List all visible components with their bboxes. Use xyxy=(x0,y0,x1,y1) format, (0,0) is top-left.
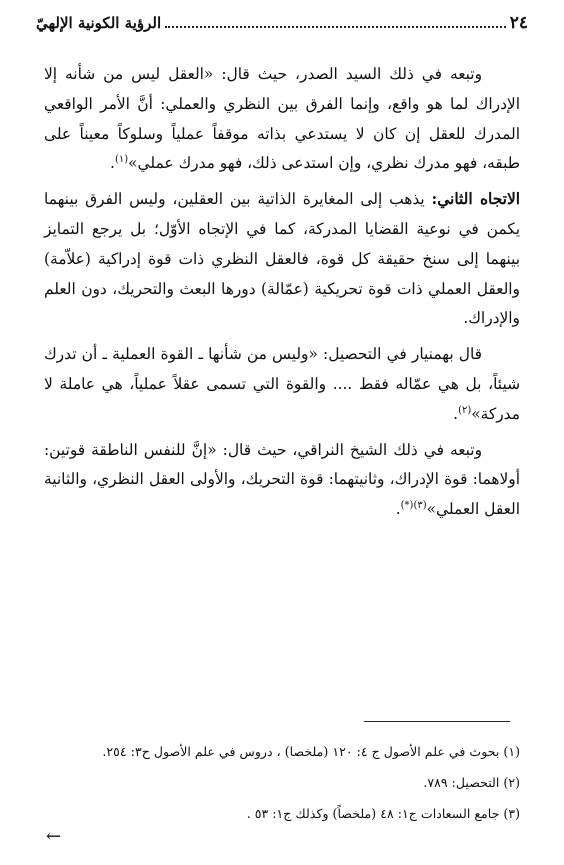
footnote-2: (٢) التحصيل: ٧٨٩. xyxy=(423,775,520,790)
running-title: الرؤية الكونية الإلهيّ xyxy=(36,14,162,32)
paragraph-sadr-quote: وتبعه في ذلك السيد الصدر، حيث قال: «العقل ليس من شأنه إلا الإدراك لما هو واقع، وإنما الفرق بين النظري والعملي: أنَّ الأمر الواقعي المدرك للعقل إن كان لا يستدعي بذاته موقفاً عملياً وسلوكاً معيناً على طبقه، فهو مدرك نظري، وإن استدعى ذلك، فهو مدرك عملي»$^{(١)}$. xyxy=(44,65,520,173)
paragraph-bahmanyar-quote: قال بهمنيار في التحصيل: «وليس من شأنها ـ القوة العملية ـ أن تدرك شيئاً، بل هي عمّاله فقط .... والقوة التي تسمى عقلاً عملياً، هي عاملة لا مدركة»$^{(٢)}$. xyxy=(44,345,520,423)
main-text xyxy=(44,60,520,525)
paragraph-naraqi-quote: وتبعه في ذلك الشيخ النراقي، حيث قال: «إنَّ للنفس الناطقة قوتين: أولاهما: قوة الإدراك، وثانيتهما: قوة التحريك، والأولى العقل النظري، والثانية العقل العملي»$^{(٣)(*)}$. xyxy=(44,440,520,519)
header-dot-leader xyxy=(165,18,506,28)
paragraph-second-approach: الاتجاه الثاني: يذهب إلى المغايرة الذاتية بين العقلين، وليس الفرق بينهما يكمن في نوعية القضايا المدركة، كما في الإتجاه الأوّل؛ بل يرجع التمايز بينهما إلى سنخ حقيقة كل قوة، فالعقل النظري ذات قوة إدراكية (علاّمة) والعقل العملي ذات قوة تحريكية (عمّالة) دورها البعث والتحريك، دون العلم والإدراك. xyxy=(44,190,520,328)
next-page-arrow-icon: ← xyxy=(46,826,62,847)
footnote-3: (٣) جامع السعادات ج١: ٤٨ (ملخصاً) وكذلك ج١: ٥٣ . xyxy=(246,806,520,821)
footnote-1: (١) بحوث في علم الأصول ج ٤: ١٢٠ (ملخصا) ، دروس في علم الأصول ح٣: ٢٥٤. xyxy=(102,744,520,759)
footnote-ref-1: (١) xyxy=(114,154,129,166)
page-number: ٢٤ xyxy=(509,13,528,33)
section-lead: الاتجاه الثاني: xyxy=(431,190,520,209)
footnote-separator xyxy=(364,721,510,722)
footnote-ref-3: (٣)(*) xyxy=(400,500,427,512)
running-header xyxy=(36,12,528,34)
footnotes xyxy=(44,736,520,829)
footnote-ref-2: (٢) xyxy=(458,404,472,416)
